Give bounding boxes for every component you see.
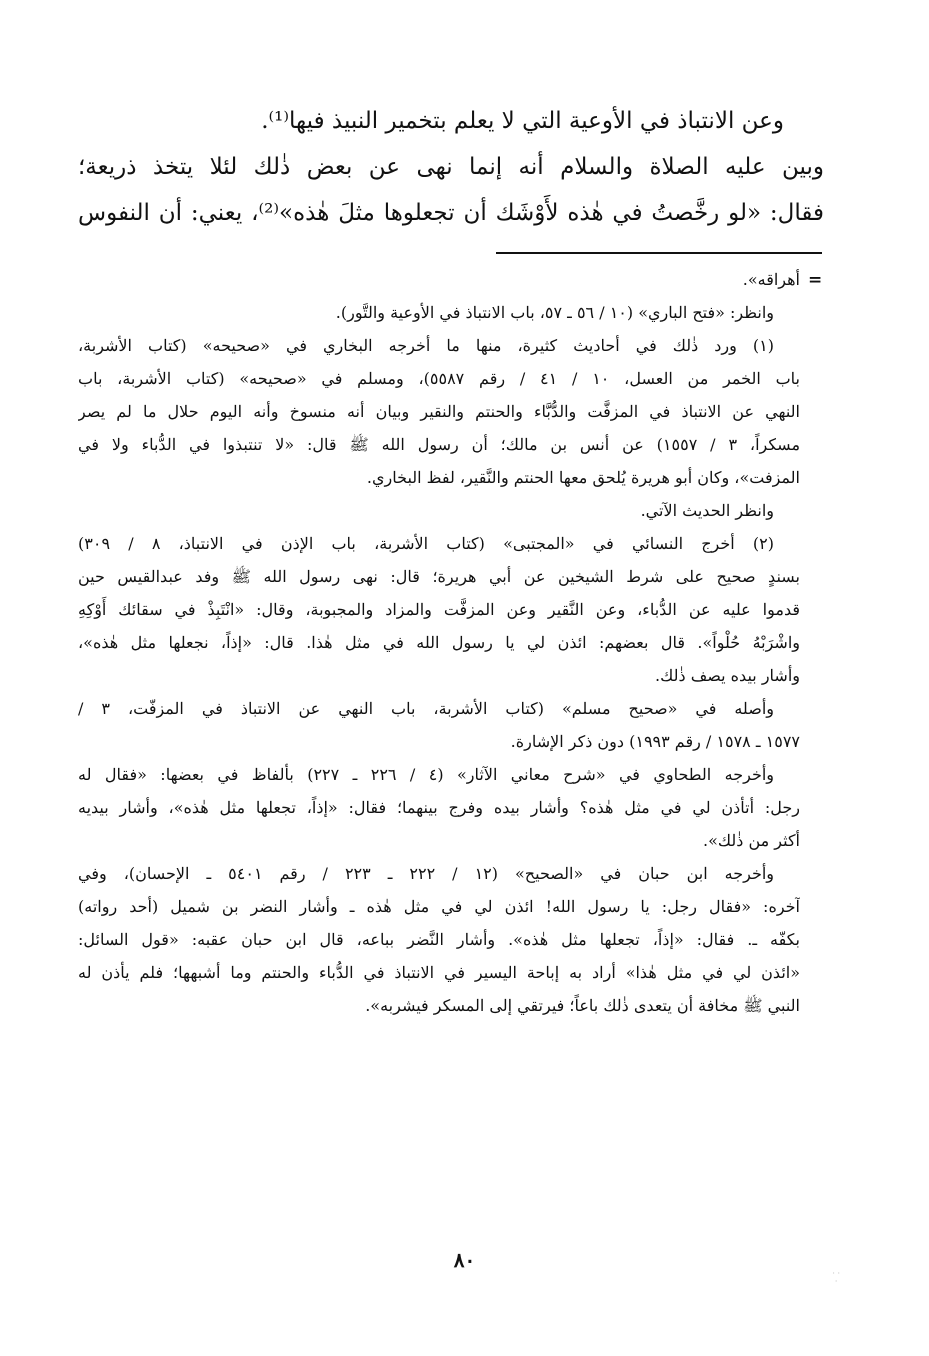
main-text — [78, 98, 824, 236]
main-text-line: فقال: «لو رخَّصتُ في هٰذه لأَوْشَك أن تجعلوها مثلَ هٰذه»⁽²⁾، يعني: أن النفوس — [78, 200, 824, 226]
main-text-line: وبين عليه الصلاة والسلام أنه إنما نهى عن بعض ذٰلك لئلا يتخذ ذريعة؛ — [78, 154, 824, 180]
main-text-line: وعن الانتباذ في الأوعية التي لا يعلم بتخمير النبيذ فيها⁽¹⁾. — [261, 108, 784, 134]
footnote-line: وأخرجه الطحاوي في «شرح معاني الآثار» (٤ / ٢٢٦ ـ ٢٢٧) بألفاظ في بعضها: «فقال له — [78, 765, 775, 784]
footnote-line: قدموا عليه عن الدُّباء، وعن النَّقير وعن المزفَّت والمزاد والمجبوبة، وقال: «انْتَبِذْ في سقائك أَوْكِهِ — [78, 600, 800, 619]
footnote-line: آخره: «فقال رجل: يا رسول الله! ائذن لي في مثل هٰذه ـ وأشار النضر بن شميل (أحد رواته) — [78, 897, 800, 916]
footnote-line: وأخرجه ابن حبان في «الصحيح» (١٢ / ٢٢٢ ـ ٢٢٣ / رقم ٥٤٠١ ـ الإحسان)، وفي — [78, 864, 775, 883]
footnote-line: باب الخمر من العسل، ١٠ / ٤١ / رقم ٥٥٨٧)، ومسلم في «صحيحه» (كتاب الأشربة، باب — [78, 369, 800, 388]
footnote-line: بسندٍ صحيح على شرط الشيخين عن أبي هريرة؛ قال: نهى رسول الله ﷺ وفد عبدالقيس حين — [78, 567, 800, 586]
footnote-line: المزفت»، وكان أبو هريرة يُلحق معها الحنتم والنَّقير، لفظ البخاري. — [366, 468, 800, 487]
page-number: ٨٠ — [453, 1248, 476, 1272]
footnotes — [78, 263, 800, 1022]
footnote-line: أهراقه». — [742, 270, 800, 289]
footnote-line: وأشار بيده يصف ذٰلك. — [655, 666, 800, 685]
footnote-line: النهي عن الانتباذ في المزفَّت والدُّبَّاء والحنتم والنقير وبيان أنه منسوخ وأنه اليوم حلال ما لم يصر — [78, 402, 800, 421]
scan-speck-decoration: · · · — [832, 1269, 840, 1286]
footnote-separator-rule — [496, 252, 822, 254]
footnote-line: (٢) أخرج النسائي في «المجتبى» (كتاب الأشربة، باب الإذن في الانتباذ، ٨ / ٣٠٩) — [78, 534, 775, 553]
footnote-line: «ائذن لي في مثل هٰذا» أراد به إباحة اليسير في الانتباذ في الدُّباء والحنتم وما أشبهها؛ فلم يأذن له — [78, 963, 800, 982]
footnote-line: النبي ﷺ مخافة أن يتعدى ذٰلك باعاً؛ فيرتقي إلى المسكر فيشربه». — [365, 996, 800, 1015]
footnote-line: ١٥٧٧ ـ ١٥٧٨ / رقم ١٩٩٣) دون ذكر الإشارة. — [510, 732, 800, 751]
footnote-continuation-marker: = — [808, 270, 823, 290]
footnote-line: رجل: أتأذن لي في مثل هٰذه؟ وأشار بيده وفرج بينهما؛ فقال: «إذاً، تجعلها مثل هٰذه»، وأشار بيديه — [78, 798, 800, 817]
footnote-line: بكفّه ـ. فقال: «إذاً، تجعلها مثل هٰذه». وأشار النَّضر بباعه، قال ابن حبان عقبه: «قول السائل: — [78, 930, 800, 949]
footnote-line: وأصله في «صحيح مسلم» (كتاب الأشربة، باب النهي عن الانتباذ في المزفّت، ٣ / — [78, 699, 774, 718]
footnote-line: مسكراً، ٣ / ١٥٥٧) عن أنس بن مالك؛ أن رسول الله ﷺ قال: «لا تنتبذوا في الدُّباء ولا في — [78, 435, 800, 454]
footnote-line: وانظر الحديث الآتي. — [640, 501, 774, 520]
footnote-line: (١) ورد ذٰلك في أحاديث كثيرة، منها ما أخرجه البخاري في «صحيحه» (كتاب الأشربة، — [78, 336, 774, 355]
footnote-line: أكثر من ذٰلك». — [703, 831, 800, 850]
footnote-line: وانظر: «فتح الباري» (١٠ / ٥٦ ـ ٥٧، باب الانتباذ في الأوعية والتَّور). — [335, 303, 774, 322]
footnote-line: واشْرَبْهُ حُلْواً». قال بعضهم: ائذن لي يا رسول الله في مثل هٰذا. قال: «إذاً، نجعلها مثل هٰذه»، — [78, 633, 800, 652]
